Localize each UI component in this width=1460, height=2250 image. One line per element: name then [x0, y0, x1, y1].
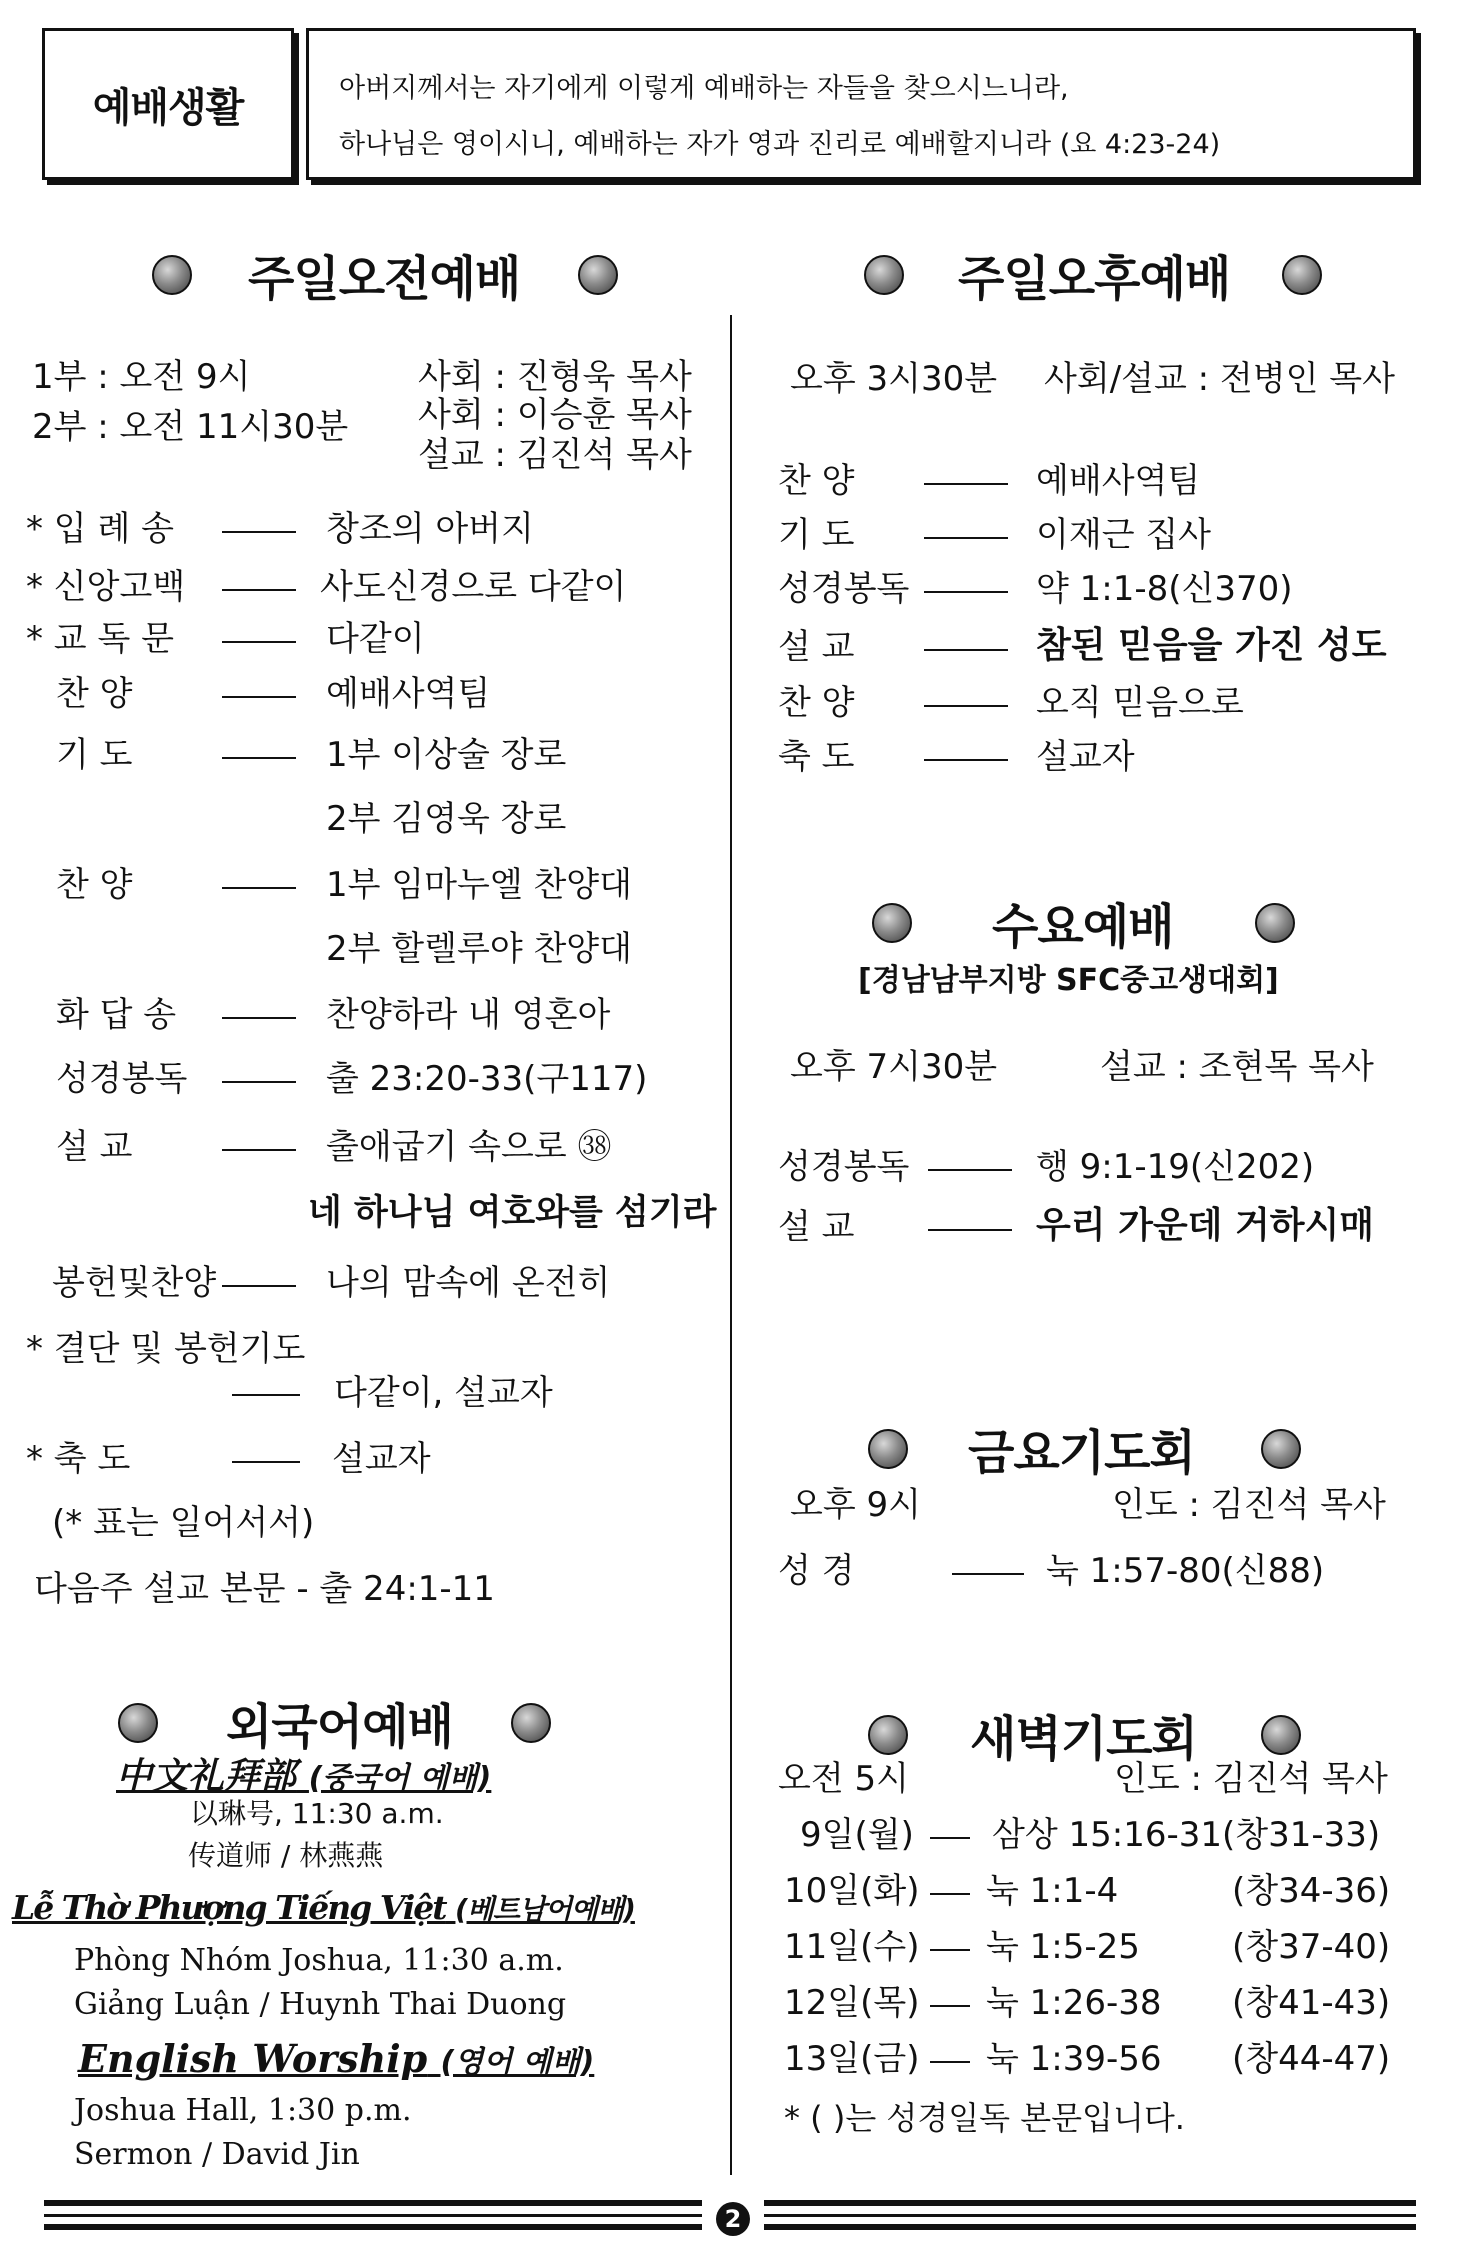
- morning-leader-1: 사회 : 진형욱 목사: [418, 357, 692, 397]
- dawn-reading: 눅 1:1-4: [986, 1871, 1119, 1911]
- dash-divider: [222, 1285, 296, 1287]
- dawn-reading: 눅 1:26-38: [986, 1983, 1162, 2023]
- next-sermon: 다음주 설교 본문 - 출 24:1-11: [34, 1569, 495, 1609]
- dawn-day: 13일(금): [784, 2039, 920, 2079]
- dawn-day: 9일(월): [800, 1815, 914, 1855]
- english-line-1: Joshua Hall, 1:30 p.m.: [74, 2093, 412, 2128]
- dash-divider: [222, 1017, 296, 1019]
- vietnamese-line-1: Phòng Nhóm Joshua, 11:30 a.m.: [74, 1943, 564, 1978]
- bullet-icon: [1261, 1715, 1301, 1755]
- morning-sermon-title: 네 하나님 여호와를 섬기라: [308, 1193, 717, 1233]
- vietnamese-worship-title: [12, 1888, 635, 1928]
- dawn-ref: (창44-47): [1232, 2039, 1391, 2079]
- standing-note: (* 표는 일어서서): [52, 1503, 315, 1543]
- english-line-2: Sermon / David Jin: [74, 2137, 360, 2172]
- dawn-ref: (창41-43): [1232, 1983, 1391, 2023]
- order-label: 찬 양: [778, 683, 855, 723]
- bullet-icon: [1261, 1429, 1301, 1469]
- bless-value: 설교자: [332, 1439, 431, 1479]
- wednesday-sermon-title: 우리 가운데 거하시매: [1036, 1205, 1375, 1246]
- dash-divider: [232, 1461, 300, 1463]
- vietnamese-title-ko: (베트남어예배): [455, 1893, 635, 1926]
- dash-divider: [232, 1394, 300, 1396]
- dash-divider: [930, 1837, 970, 1839]
- bullet-icon: [872, 903, 912, 943]
- foreign-section-title: [118, 1688, 551, 1757]
- morning-title: 주일오전예배: [248, 251, 521, 307]
- page-number: 2: [716, 2202, 750, 2236]
- english-title: English Worship: [78, 2036, 428, 2081]
- order-label: 성경봉독: [56, 1059, 188, 1099]
- column-divider: [730, 315, 732, 2175]
- dawn-note: * ( )는 성경일독 본문입니다.: [784, 2099, 1185, 2137]
- dash-divider: [222, 641, 296, 643]
- foreign-title: 외국어예배: [226, 1699, 453, 1755]
- order-value: 다같이: [326, 619, 425, 659]
- friday-section-title: [868, 1414, 1301, 1483]
- offering-label: 봉헌및찬양: [52, 1263, 217, 1303]
- bullet-icon: [511, 1703, 551, 1743]
- bullet-icon: [868, 1429, 908, 1469]
- afternoon-sermon-title: 참된 믿음을 가진 성도: [1036, 625, 1387, 666]
- order-label: 화 답 송: [56, 995, 177, 1035]
- bless-label: * 축 도: [26, 1439, 131, 1479]
- decision-value: 다같이, 설교자: [334, 1373, 553, 1413]
- decision-label: * 결단 및 봉헌기도: [26, 1329, 306, 1369]
- verse-line-1: 아버지께서는 자기에게 이렇게 예배하는 자들을 찾으시느니라,: [339, 73, 1069, 104]
- order-value: 찬양하라 내 영혼아: [326, 995, 611, 1035]
- order-value: 예배사역팀: [326, 674, 491, 714]
- order-value: 사도신경으로 다같이: [320, 567, 627, 607]
- offering-value: 나의 맘속에 온전히: [326, 1263, 611, 1303]
- dash-divider: [930, 1949, 970, 1951]
- dawn-reading: 눅 1:39-56: [986, 2039, 1162, 2079]
- footer-rule: [44, 2214, 702, 2217]
- order-value: 1부 임마누엘 찬양대: [326, 865, 632, 905]
- wednesday-subtitle: [경남남부지방 SFC중고생대회]: [858, 963, 1279, 998]
- afternoon-section-title: [864, 240, 1322, 309]
- dash-divider: [924, 705, 1008, 707]
- chinese-title: 中文礼拜部: [116, 1755, 297, 1797]
- bullet-icon: [152, 255, 192, 295]
- order-label: * 신앙고백: [26, 567, 186, 607]
- dawn-ref: (창37-40): [1232, 1927, 1391, 1967]
- dash-divider: [222, 531, 296, 533]
- order-label: 찬 양: [56, 674, 133, 714]
- dash-divider: [928, 1169, 1012, 1171]
- bullet-icon: [1282, 255, 1322, 295]
- order-value: 설교자: [1036, 737, 1135, 777]
- morning-leader-2: 사회 : 이승훈 목사: [418, 395, 692, 435]
- wednesday-sermon-label: 설 교: [778, 1207, 855, 1247]
- order-label: * 교 독 문: [26, 619, 174, 659]
- order-label: 성경봉독: [778, 569, 910, 609]
- friday-leader: 인도 : 김진석 목사: [1112, 1485, 1386, 1525]
- bullet-icon: [868, 1715, 908, 1755]
- wednesday-time: 오후 7시30분: [790, 1047, 998, 1087]
- header-verse-box: [306, 28, 1416, 180]
- dash-divider: [222, 696, 296, 698]
- bullet-icon: [864, 255, 904, 295]
- order-label: * 입 례 송: [26, 509, 174, 549]
- dash-divider: [924, 649, 1008, 651]
- friday-time: 오후 9시: [790, 1485, 921, 1525]
- bullet-icon: [1255, 903, 1295, 943]
- dawn-time: 오전 5시: [778, 1759, 909, 1799]
- order-label: 찬 양: [56, 865, 133, 905]
- order-value: 창조의 아버지: [326, 509, 534, 549]
- dash-divider: [930, 2005, 970, 2007]
- afternoon-time: 오후 3시30분: [790, 359, 998, 399]
- afternoon-leader: 사회/설교 : 전병인 목사: [1044, 359, 1395, 399]
- friday-bible-value: 눅 1:57-80(신88): [1046, 1551, 1325, 1591]
- dash-divider: [924, 537, 1008, 539]
- morning-preacher: 설교 : 김진석 목사: [418, 435, 692, 475]
- order-value: 출 23:20-33(구117): [326, 1059, 648, 1099]
- order-value: 2부 김영욱 장로: [326, 799, 567, 839]
- wednesday-title: 수요예배: [992, 899, 1174, 955]
- friday-bible-label: 성 경: [778, 1551, 855, 1591]
- dash-divider: [222, 887, 296, 889]
- dawn-ref: (창34-36): [1232, 1871, 1391, 1911]
- dawn-title: 새벽기도회: [970, 1711, 1197, 1767]
- wednesday-section-title: [872, 888, 1295, 957]
- order-label: 기 도: [778, 515, 855, 555]
- dawn-reading: 눅 1:5-25: [986, 1927, 1140, 1967]
- order-value: 약 1:1-8(신370): [1036, 569, 1293, 609]
- order-value: 오직 믿음으로: [1036, 683, 1244, 723]
- morning-session-1: 1부 : 오전 9시: [32, 357, 251, 397]
- dash-divider: [952, 1573, 1024, 1575]
- dash-divider: [222, 589, 296, 591]
- header-label-box: [42, 28, 294, 180]
- order-value: 이재근 집사: [1036, 515, 1212, 555]
- footer-rule: [44, 2200, 702, 2206]
- dawn-leader: 인도 : 김진석 목사: [1114, 1759, 1388, 1799]
- english-worship-title: [78, 2036, 594, 2081]
- dash-divider: [222, 757, 296, 759]
- header-label: 예배생활: [92, 84, 244, 131]
- chinese-line-1: 以琳号, 11:30 a.m.: [190, 1797, 444, 1830]
- morning-session-2: 2부 : 오전 11시30분: [32, 407, 349, 447]
- dawn-day: 12일(목): [784, 1983, 920, 2023]
- order-label: 축 도: [778, 737, 855, 777]
- chinese-worship-title: [116, 1748, 491, 1799]
- order-label: 설 교: [778, 627, 855, 667]
- dash-divider: [930, 1893, 970, 1895]
- footer-rule: [764, 2200, 1416, 2206]
- order-value: 출애굽기 속으로 ㊳: [326, 1127, 612, 1167]
- order-value: 예배사역팀: [1036, 461, 1201, 501]
- chinese-line-2: 传道师 / 林燕燕: [188, 1839, 384, 1872]
- bullet-icon: [578, 255, 618, 295]
- order-label: 찬 양: [778, 461, 855, 501]
- wednesday-leader: 설교 : 조현목 목사: [1100, 1047, 1374, 1087]
- dash-divider: [222, 1149, 296, 1151]
- dash-divider: [924, 483, 1008, 485]
- verse-line-2: 하나님은 영이시니, 예배하는 자가 영과 진리로 예배할지니라 (요 4:23-24): [339, 129, 1221, 160]
- footer-rule: [764, 2214, 1416, 2217]
- order-value: 2부 할렐루야 찬양대: [326, 929, 632, 969]
- dawn-day: 11일(수): [784, 1927, 920, 1967]
- vietnamese-title: Lễ Thờ Phượng Tiếng Việt: [12, 1888, 446, 1927]
- english-title-ko: (영어 예배): [440, 2045, 595, 2080]
- bullet-icon: [118, 1703, 158, 1743]
- chinese-title-ko: (중국어 예배): [308, 1761, 492, 1796]
- morning-section-title: [152, 240, 618, 309]
- wednesday-reading-value: 행 9:1-19(신202): [1036, 1147, 1315, 1187]
- vietnamese-line-2: Giảng Luận / Huynh Thai Duong: [74, 1987, 567, 2022]
- dash-divider: [222, 1081, 296, 1083]
- dawn-day: 10일(화): [784, 1871, 920, 1911]
- dash-divider: [924, 591, 1008, 593]
- footer-rule: [764, 2224, 1416, 2230]
- dash-divider: [924, 759, 1008, 761]
- dawn-reading: 삼상 15:16-31(창31-33): [992, 1815, 1381, 1855]
- order-label: 기 도: [56, 735, 133, 775]
- wednesday-reading-label: 성경봉독: [778, 1147, 910, 1187]
- order-label: 설 교: [56, 1127, 133, 1167]
- afternoon-title: 주일오후예배: [958, 251, 1231, 307]
- friday-title: 금요기도회: [968, 1425, 1195, 1481]
- dash-divider: [930, 2061, 970, 2063]
- dash-divider: [928, 1229, 1012, 1231]
- footer-rule: [44, 2224, 702, 2230]
- order-value: 1부 이상술 장로: [326, 735, 567, 775]
